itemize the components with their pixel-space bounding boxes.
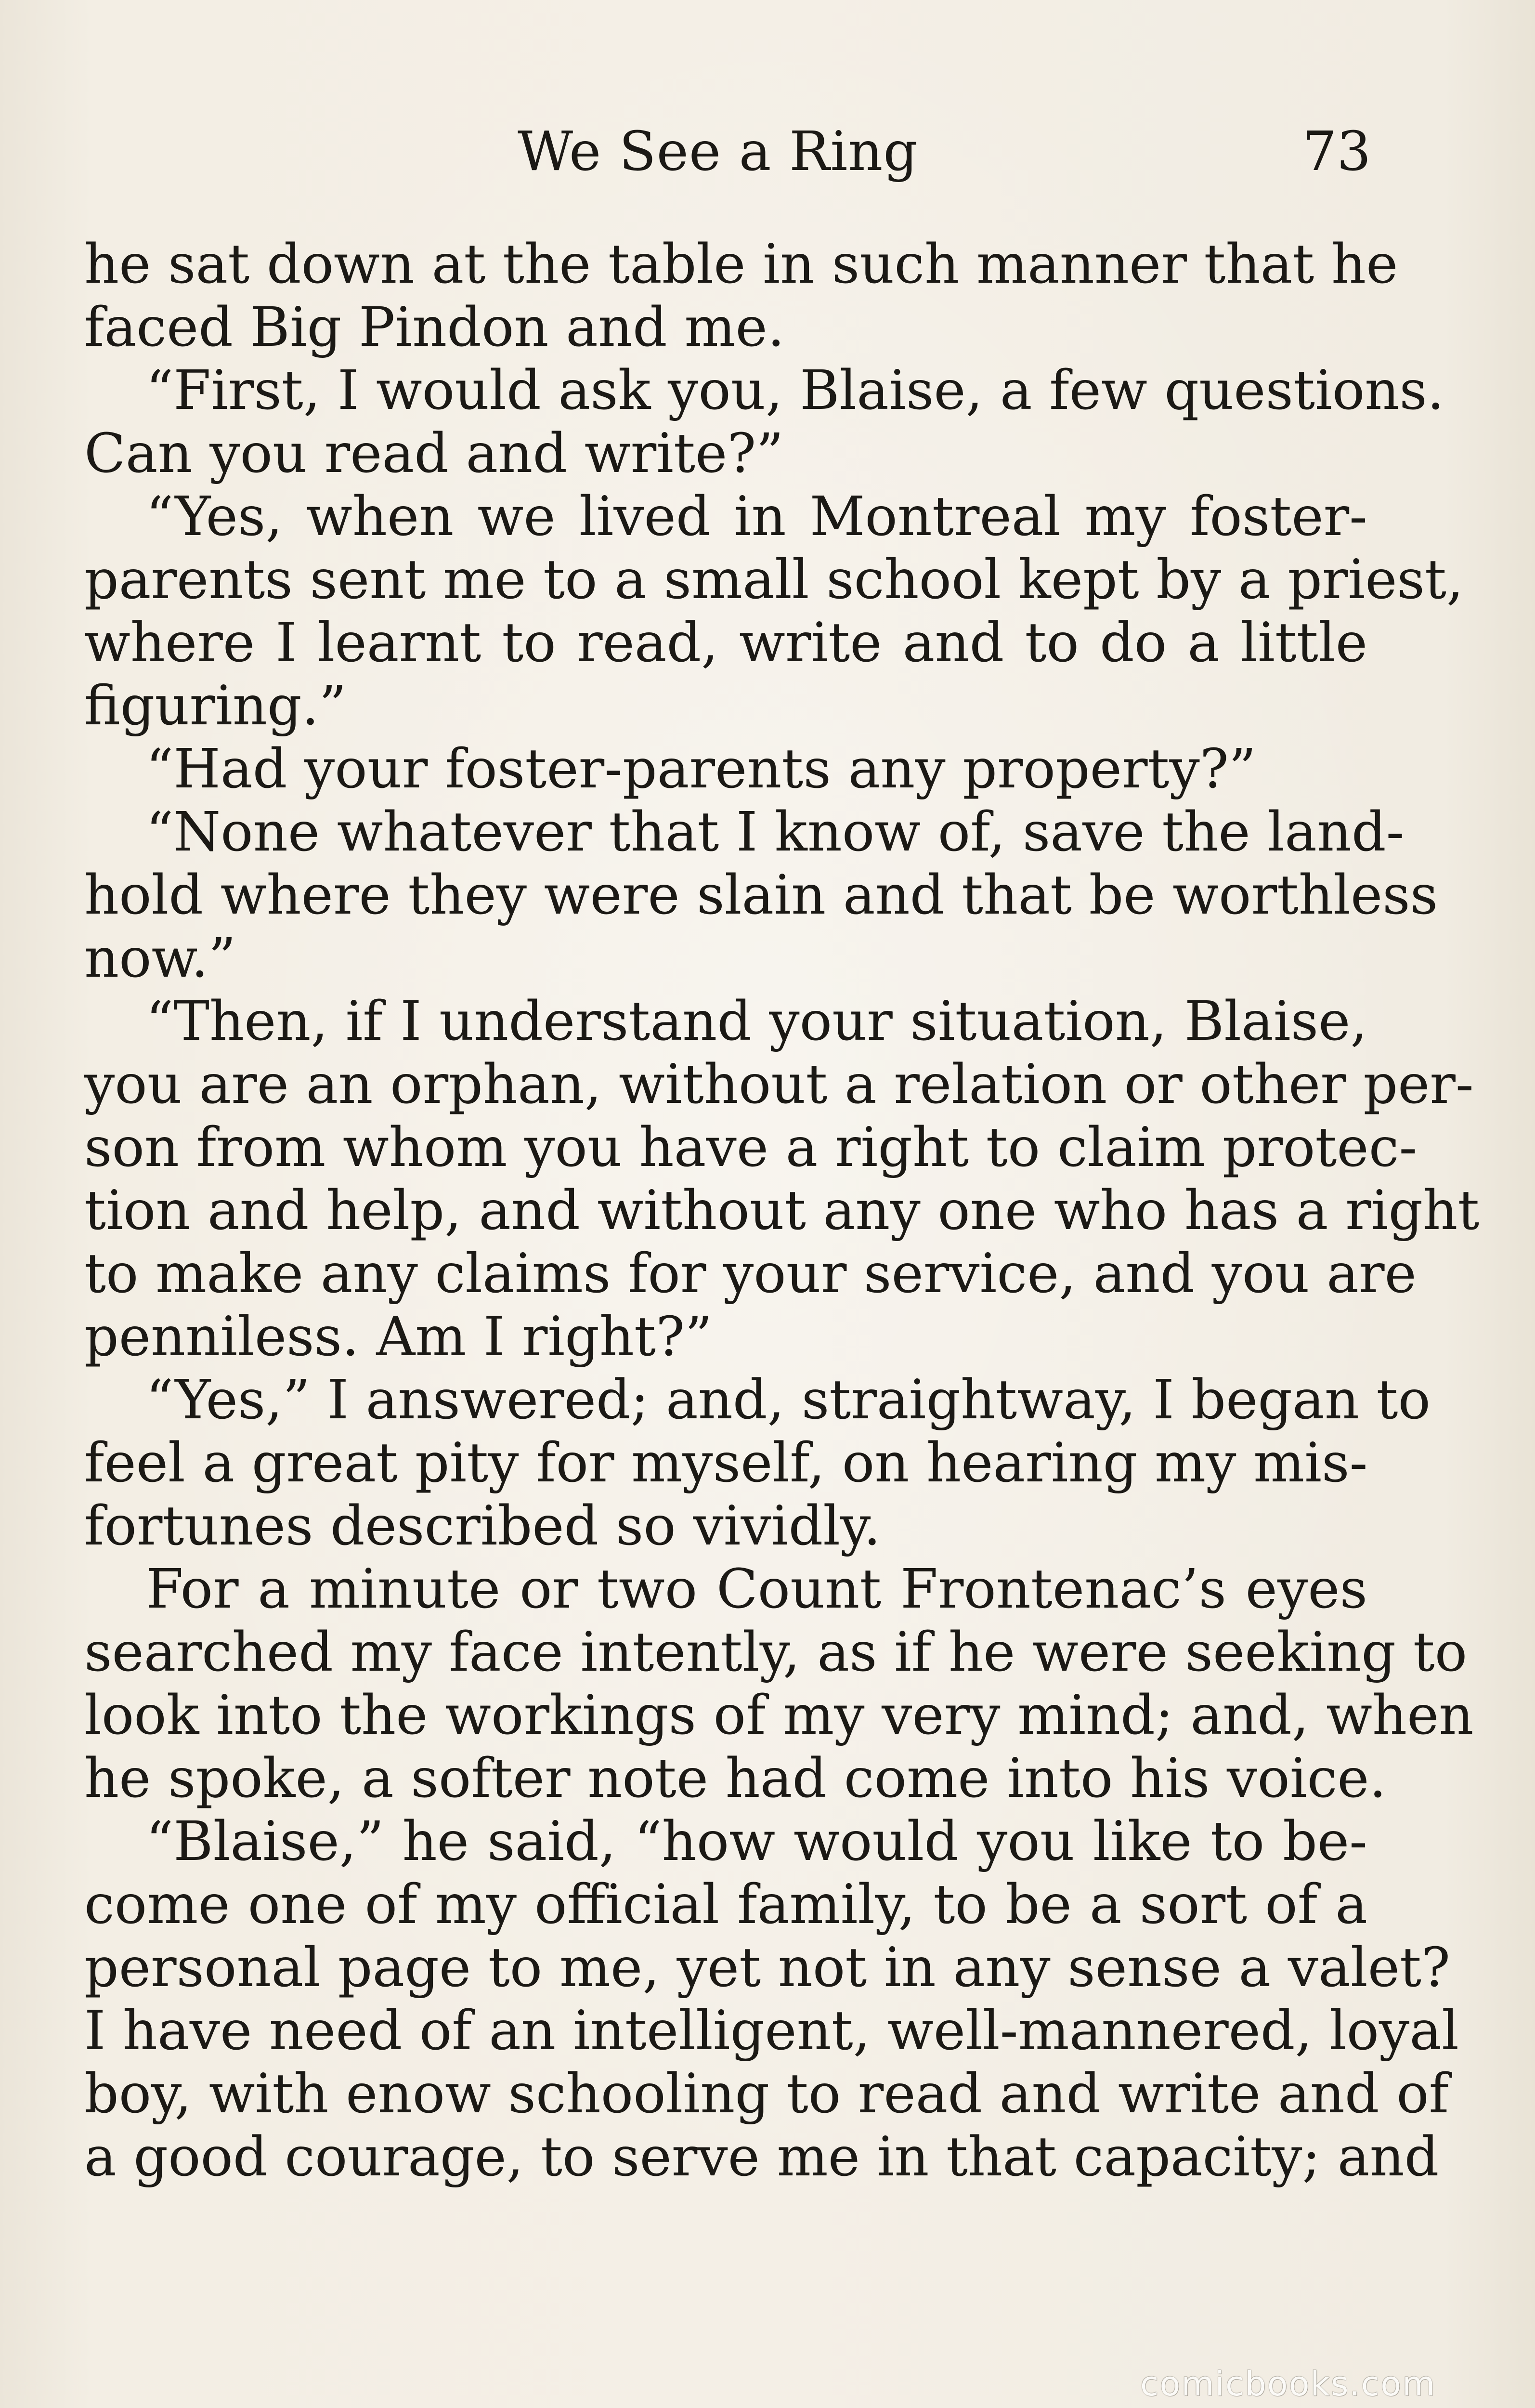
text-line: now.” — [84, 927, 236, 990]
text-line: Can you read and write?” — [84, 422, 784, 485]
text-line: “Had your foster-parents any property?” — [146, 738, 1257, 800]
text-line: penniless. Am I right?” — [84, 1306, 713, 1368]
text-line: “Blaise,” he said, “how would you like to be- — [146, 1810, 1367, 1873]
text-line: For a minute or two Count Frontenac’s eyes — [146, 1558, 1367, 1621]
page-number: 73 — [1302, 120, 1371, 183]
running-title: We See a Ring — [518, 120, 919, 183]
text-line: boy, with enow schooling to read and write and of — [84, 2063, 1449, 2125]
text-line: he spoke, a softer note had come into his voice. — [84, 1747, 1387, 1810]
text-line: I have need of an intelligent, well-mannered, loyal — [84, 2000, 1459, 2062]
source-watermark: comicbooks.com — [1140, 2364, 1436, 2404]
text-line: hold where they were slain and that be worthless — [84, 864, 1438, 927]
text-line: to make any claims for your service, and you are — [84, 1243, 1417, 1305]
text-line: come one of my official family, to be a sort of a — [84, 1873, 1367, 1936]
text-line: you are an orphan, without a relation or other per- — [84, 1053, 1474, 1116]
text-line: figuring.” — [84, 675, 347, 737]
text-line: “Yes,” I answered; and, straightway, I began to — [146, 1369, 1431, 1431]
text-line: parents sent me to a small school kept by a priest, — [84, 549, 1464, 611]
text-line: faced Big Pindon and me. — [84, 296, 785, 359]
text-line: “Then, if I understand your situation, Blaise, — [146, 990, 1367, 1053]
text-line: “None whatever that I know of, save the land- — [146, 801, 1405, 864]
text-line: tion and help, and without any one who has a right — [84, 1179, 1480, 1242]
body-text — [84, 233, 1480, 2189]
text-line: a good courage, to serve me in that capacity; and — [84, 2126, 1439, 2188]
text-line: where I learnt to read, write and to do a little — [84, 612, 1367, 674]
text-line: “Yes, when we lived in Montreal my foster- — [146, 485, 1367, 548]
text-line: feel a great pity for myself, on hearing my mis- — [84, 1432, 1368, 1494]
text-line: “First, I would ask you, Blaise, a few questions. — [146, 359, 1444, 422]
text-line: son from whom you have a right to claim protec- — [84, 1116, 1418, 1179]
page-header — [0, 113, 1535, 190]
text-line: look into the workings of my very mind; and, when — [84, 1684, 1474, 1747]
text-line: he sat down at the table in such manner that he — [84, 233, 1398, 296]
text-line: fortunes described so vividly. — [84, 1495, 881, 1557]
text-line: searched my face intently, as if he were seeking to — [84, 1621, 1468, 1684]
text-line: personal page to me, yet not in any sense a valet? — [84, 1937, 1451, 1999]
